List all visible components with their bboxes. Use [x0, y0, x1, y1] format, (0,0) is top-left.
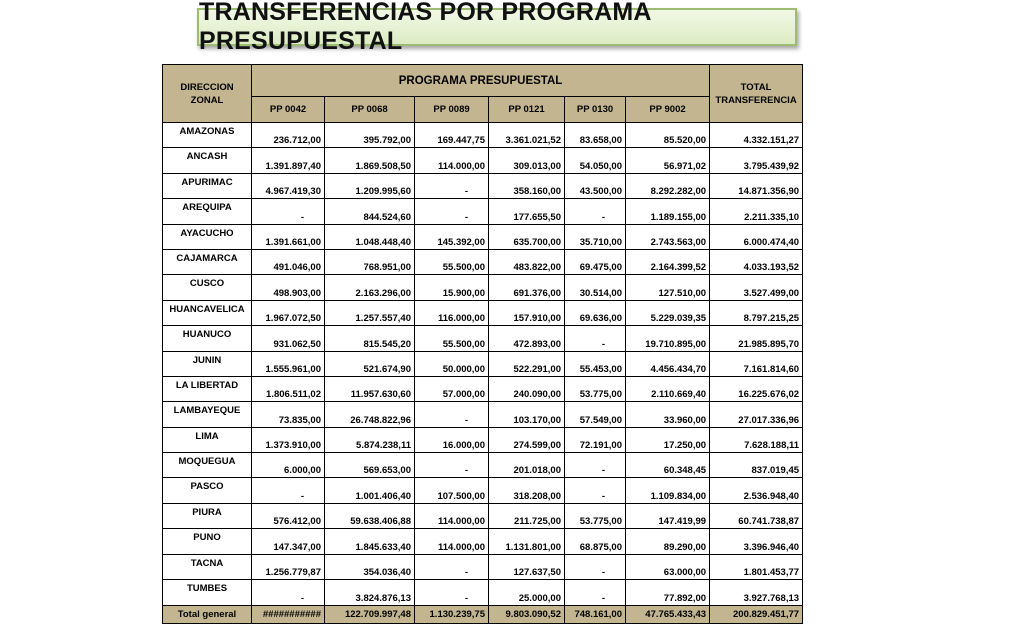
- value-cell: -: [415, 199, 489, 224]
- value-cell: 1.109.834,00: [626, 478, 710, 503]
- value-cell: 116.000,00: [415, 300, 489, 325]
- value-cell: 274.599,00: [489, 427, 565, 452]
- value-cell: 358.160,00: [489, 173, 565, 198]
- value-cell: 55.500,00: [415, 249, 489, 274]
- value-cell: 5.874.238,11: [325, 427, 415, 452]
- value-cell: 145.392,00: [415, 224, 489, 249]
- value-cell: -: [565, 580, 626, 606]
- value-cell: -: [415, 173, 489, 198]
- region-cell: JUNIN: [163, 351, 252, 376]
- region-cell: HUANUCO: [163, 326, 252, 351]
- value-cell: 56.971,02: [626, 148, 710, 173]
- value-cell: 521.674,90: [325, 351, 415, 376]
- total-cell: 6.000.474,40: [710, 224, 803, 249]
- value-cell: 1.131.801,00: [489, 529, 565, 554]
- value-cell: 147.347,00: [252, 529, 325, 554]
- value-cell: 54.050,00: [565, 148, 626, 173]
- total-cell: 3.527.499,00: [710, 275, 803, 300]
- table-row: [163, 351, 803, 376]
- region-cell: APURIMAC: [163, 173, 252, 198]
- value-cell: 3.824.876,13: [325, 580, 415, 606]
- column-header: PP 0121: [489, 97, 565, 123]
- footer-value-cell: 748.161,00: [565, 606, 626, 624]
- value-cell: 1.209.995,60: [325, 173, 415, 198]
- footer-total-cell: 200.829.451,77: [710, 606, 803, 624]
- value-cell: 1.257.557,40: [325, 300, 415, 325]
- value-cell: -: [415, 554, 489, 579]
- table-row: [163, 529, 803, 554]
- region-cell: PIURA: [163, 503, 252, 528]
- total-cell: 3.795.439,92: [710, 148, 803, 173]
- value-cell: 1.806.511,02: [252, 376, 325, 401]
- column-header: PP 9002: [626, 97, 710, 123]
- table-row: [163, 224, 803, 249]
- footer-value-cell: 47.765.433,43: [626, 606, 710, 624]
- value-cell: 33.960,00: [626, 402, 710, 427]
- value-cell: 57.549,00: [565, 402, 626, 427]
- total-cell: 14.871.356,90: [710, 173, 803, 198]
- value-cell: 19.710.895,00: [626, 326, 710, 351]
- total-cell: 3.396.946,40: [710, 529, 803, 554]
- region-cell: PUNO: [163, 529, 252, 554]
- value-cell: 1.869.508,50: [325, 148, 415, 173]
- value-cell: 103.170,00: [489, 402, 565, 427]
- total-cell: 60.741.738,87: [710, 503, 803, 528]
- value-cell: 1.391.661,00: [252, 224, 325, 249]
- value-cell: 107.500,00: [415, 478, 489, 503]
- value-cell: 1.391.897,40: [252, 148, 325, 173]
- value-cell: 35.710,00: [565, 224, 626, 249]
- region-cell: PASCO: [163, 478, 252, 503]
- table-row: [163, 249, 803, 274]
- value-cell: 1.256.779,87: [252, 554, 325, 579]
- value-cell: 844.524,60: [325, 199, 415, 224]
- value-cell: 127.510,00: [626, 275, 710, 300]
- value-cell: 2.163.296,00: [325, 275, 415, 300]
- footer-value-cell: ###########: [252, 606, 325, 624]
- value-cell: 169.447,75: [415, 123, 489, 148]
- value-cell: 69.636,00: [565, 300, 626, 325]
- value-cell: 15.900,00: [415, 275, 489, 300]
- table-row: [163, 580, 803, 606]
- total-cell: 2.536.948,40: [710, 478, 803, 503]
- region-cell: CAJAMARCA: [163, 249, 252, 274]
- value-cell: 53.775,00: [565, 503, 626, 528]
- footer-value-cell: 1.130.239,75: [415, 606, 489, 624]
- value-cell: 147.419,99: [626, 503, 710, 528]
- value-cell: 16.000,00: [415, 427, 489, 452]
- table-row: [163, 199, 803, 224]
- value-cell: 472.893,00: [489, 326, 565, 351]
- region-cell: LIMA: [163, 427, 252, 452]
- table-row: [163, 148, 803, 173]
- value-cell: 522.291,00: [489, 351, 565, 376]
- value-cell: 4.967.419,30: [252, 173, 325, 198]
- value-cell: 25.000,00: [489, 580, 565, 606]
- value-cell: 211.725,00: [489, 503, 565, 528]
- value-cell: 72.191,00: [565, 427, 626, 452]
- table-row: [163, 427, 803, 452]
- value-cell: 691.376,00: [489, 275, 565, 300]
- value-cell: 569.653,00: [325, 453, 415, 478]
- value-cell: 1.048.448,40: [325, 224, 415, 249]
- value-cell: -: [252, 199, 325, 224]
- total-general-label: Total general: [163, 606, 252, 624]
- table-row: [163, 326, 803, 351]
- column-header: PP 0042: [252, 97, 325, 123]
- total-cell: 837.019,45: [710, 453, 803, 478]
- region-cell: TUMBES: [163, 580, 252, 606]
- total-cell: 7.161.814,60: [710, 351, 803, 376]
- value-cell: 57.000,00: [415, 376, 489, 401]
- table-row: [163, 453, 803, 478]
- value-cell: 177.655,50: [489, 199, 565, 224]
- value-cell: 3.361.021,52: [489, 123, 565, 148]
- value-cell: 354.036,40: [325, 554, 415, 579]
- value-cell: 53.775,00: [565, 376, 626, 401]
- value-cell: -: [252, 478, 325, 503]
- region-cell: AYACUCHO: [163, 224, 252, 249]
- value-cell: 498.903,00: [252, 275, 325, 300]
- value-cell: 240.090,00: [489, 376, 565, 401]
- value-cell: 2.164.399,52: [626, 249, 710, 274]
- value-cell: 768.951,00: [325, 249, 415, 274]
- total-cell: 27.017.336,96: [710, 402, 803, 427]
- value-cell: -: [565, 478, 626, 503]
- value-cell: 931.062,50: [252, 326, 325, 351]
- value-cell: 157.910,00: [489, 300, 565, 325]
- value-cell: 114.000,00: [415, 503, 489, 528]
- value-cell: 395.792,00: [325, 123, 415, 148]
- value-cell: 8.292.282,00: [626, 173, 710, 198]
- header-direccion-zonal: DIRECCION ZONAL: [163, 65, 252, 123]
- value-cell: 59.638.406,88: [325, 503, 415, 528]
- total-cell: 1.801.453,77: [710, 554, 803, 579]
- transfers-table: [162, 64, 803, 624]
- value-cell: 89.290,00: [626, 529, 710, 554]
- total-cell: 16.225.676,02: [710, 376, 803, 401]
- value-cell: 815.545,20: [325, 326, 415, 351]
- value-cell: 50.000,00: [415, 351, 489, 376]
- value-cell: 6.000,00: [252, 453, 325, 478]
- total-general-row: [163, 606, 803, 624]
- footer-value-cell: 122.709.997,48: [325, 606, 415, 624]
- table-row: [163, 300, 803, 325]
- value-cell: 11.957.630,60: [325, 376, 415, 401]
- value-cell: 43.500,00: [565, 173, 626, 198]
- value-cell: -: [565, 554, 626, 579]
- table-row: [163, 275, 803, 300]
- value-cell: 635.700,00: [489, 224, 565, 249]
- total-cell: 21.985.895,70: [710, 326, 803, 351]
- value-cell: 77.892,00: [626, 580, 710, 606]
- value-cell: 114.000,00: [415, 148, 489, 173]
- value-cell: 2.743.563,00: [626, 224, 710, 249]
- value-cell: -: [415, 580, 489, 606]
- value-cell: 127.637,50: [489, 554, 565, 579]
- region-cell: AMAZONAS: [163, 123, 252, 148]
- value-cell: 17.250,00: [626, 427, 710, 452]
- value-cell: 1.967.072,50: [252, 300, 325, 325]
- value-cell: -: [565, 199, 626, 224]
- value-cell: 309.013,00: [489, 148, 565, 173]
- table-row: [163, 478, 803, 503]
- value-cell: 55.500,00: [415, 326, 489, 351]
- total-cell: 7.628.188,11: [710, 427, 803, 452]
- region-cell: HUANCAVELICA: [163, 300, 252, 325]
- value-cell: -: [252, 580, 325, 606]
- region-cell: MOQUEGUA: [163, 453, 252, 478]
- value-cell: 69.475,00: [565, 249, 626, 274]
- value-cell: -: [565, 326, 626, 351]
- value-cell: 4.456.434,70: [626, 351, 710, 376]
- value-cell: 2.110.669,40: [626, 376, 710, 401]
- value-cell: 1.845.633,40: [325, 529, 415, 554]
- total-cell: 4.033.193,52: [710, 249, 803, 274]
- value-cell: 1.189.155,00: [626, 199, 710, 224]
- value-cell: 1.555.961,00: [252, 351, 325, 376]
- value-cell: 491.046,00: [252, 249, 325, 274]
- table-row: [163, 402, 803, 427]
- page-title-box: [197, 0, 797, 55]
- page-title: TRANSFERENCIAS POR PROGRAMA PRESUPUESTAL: [199, 0, 651, 55]
- value-cell: 5.229.039,35: [626, 300, 710, 325]
- value-cell: 55.453,00: [565, 351, 626, 376]
- value-cell: 1.373.910,00: [252, 427, 325, 452]
- value-cell: 201.018,00: [489, 453, 565, 478]
- value-cell: 63.000,00: [626, 554, 710, 579]
- table-row: [163, 123, 803, 148]
- region-cell: LA LIBERTAD: [163, 376, 252, 401]
- value-cell: 576.412,00: [252, 503, 325, 528]
- total-cell: 4.332.151,27: [710, 123, 803, 148]
- header-total-transferencia: TOTAL TRANSFERENCIA: [710, 65, 803, 123]
- total-cell: 8.797.215,25: [710, 300, 803, 325]
- value-cell: -: [415, 453, 489, 478]
- value-cell: 114.000,00: [415, 529, 489, 554]
- table-row: [163, 503, 803, 528]
- region-cell: LAMBAYEQUE: [163, 402, 252, 427]
- total-cell: 3.927.768,13: [710, 580, 803, 606]
- region-cell: TACNA: [163, 554, 252, 579]
- value-cell: 83.658,00: [565, 123, 626, 148]
- header-programa-presupuestal: PROGRAMA PRESUPUESTAL: [252, 65, 710, 97]
- value-cell: 26.748.822,96: [325, 402, 415, 427]
- value-cell: 236.712,00: [252, 123, 325, 148]
- value-cell: -: [415, 402, 489, 427]
- footer-value-cell: 9.803.090,52: [489, 606, 565, 624]
- value-cell: 85.520,00: [626, 123, 710, 148]
- table-row: [163, 376, 803, 401]
- column-header: PP 0089: [415, 97, 489, 123]
- value-cell: 318.208,00: [489, 478, 565, 503]
- value-cell: 483.822,00: [489, 249, 565, 274]
- value-cell: 68.875,00: [565, 529, 626, 554]
- column-header: PP 0130: [565, 97, 626, 123]
- value-cell: 60.348,45: [626, 453, 710, 478]
- value-cell: -: [565, 453, 626, 478]
- table-row: [163, 173, 803, 198]
- value-cell: 73.835,00: [252, 402, 325, 427]
- region-cell: AREQUIPA: [163, 199, 252, 224]
- region-cell: ANCASH: [163, 148, 252, 173]
- value-cell: 1.001.406,40: [325, 478, 415, 503]
- total-cell: 2.211.335,10: [710, 199, 803, 224]
- value-cell: 30.514,00: [565, 275, 626, 300]
- region-cell: CUSCO: [163, 275, 252, 300]
- column-header: PP 0068: [325, 97, 415, 123]
